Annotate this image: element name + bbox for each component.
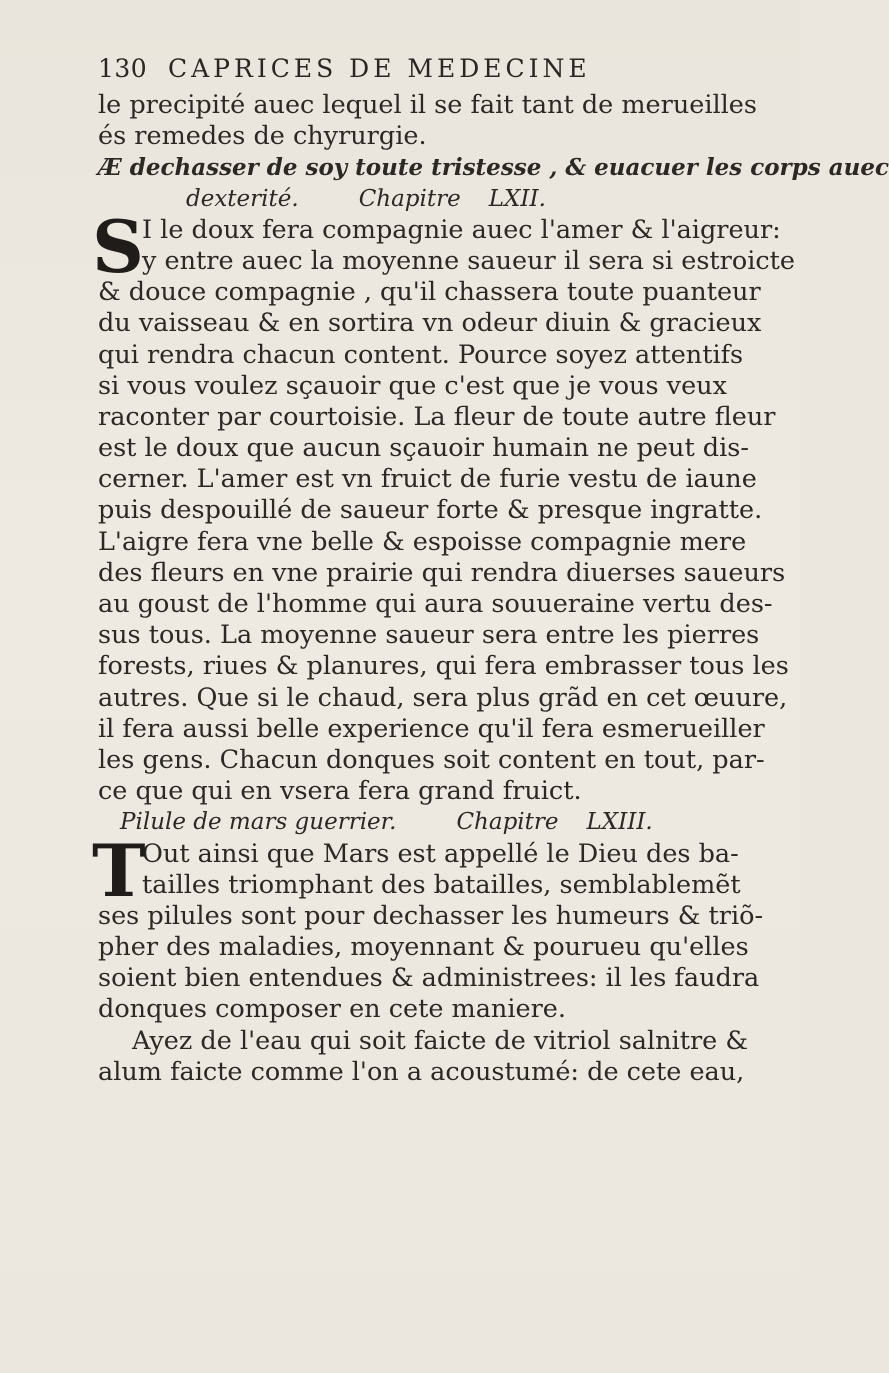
drop-cap: T — [92, 827, 146, 913]
text-line: y entre auec la moyenne saueur il sera si estroicte — [142, 245, 796, 276]
text-line: le precipité auec lequel il se fait tant de merueilles — [98, 90, 757, 120]
text-line: & douce compagnie , qu'il chassera toute puanteur — [98, 277, 761, 308]
heading-text: dexterité. — [186, 185, 299, 212]
text-line: sus tous. La moyenne saueur sera entre les pierres — [98, 620, 760, 651]
text-line: pher des maladies, moyennant & pourueu qu'elles — [98, 932, 749, 963]
text-line: des fleurs en vne prairie qui rendra diuerses saueurs — [98, 557, 786, 588]
paragraph — [98, 1026, 778, 1088]
text-line: és remedes de chyrurgie. — [98, 121, 427, 152]
text-line: il fera aussi belle experience qu'il fera esmerueiller — [98, 713, 765, 744]
page-number: 130 — [98, 54, 148, 83]
text-line: qui rendra chacun content. Pource soyez attentifs — [98, 339, 744, 370]
text-line: est le doux que aucun sçauoir humain ne peut dis- — [98, 433, 749, 464]
chapter-number: LXII. — [488, 185, 546, 212]
text-line: tailles triomphant des batailles, semblablemẽt — [142, 869, 741, 900]
text-line: si vous voulez sçauoir que c'est que je vous veux — [98, 370, 727, 401]
text-line: cerner. L'amer est vn fruict de furie vestu de iaune — [98, 464, 757, 495]
text-line: Out ainsi que Mars est appellé le Dieu des ba- — [142, 838, 739, 869]
text-line: du vaisseau & en sortira vn odeur diuin & gracieux — [98, 308, 762, 339]
text-line: I le doux fera compagnie auec l'amer & l'aigreur: — [142, 214, 781, 245]
chapter-label: Chapitre — [456, 809, 559, 836]
text-line: les gens. Chacun donques soit content en tout, par- — [98, 744, 765, 775]
text-line: forests, riues & planures, qui fera embrasser tous les — [98, 651, 789, 682]
running-head — [98, 54, 778, 90]
chapter-heading-line — [98, 807, 778, 838]
paragraph — [92, 203, 796, 808]
text-line: puis despouillé de saueur forte & presque ingratte. — [98, 495, 763, 526]
text-line: L'aigre fera vne belle & espoisse compagnie mere — [98, 526, 747, 557]
text-line: ses pilules sont pour dechasser les humeurs & triõ- — [98, 900, 764, 931]
text-line: soient bien entendues & administrees: il les faudra — [98, 963, 760, 994]
chapter-heading-line: Æ dechasser de soy toute tristesse , & euacuer les corps auec — [98, 154, 889, 182]
text-line: raconter par courtoisie. La fleur de toute autre fleur — [98, 401, 776, 432]
chapter-label: Chapitre — [358, 185, 461, 212]
drop-cap: S — [92, 203, 144, 289]
text-line: autres. Que si le chaud, sera plus grãd en cet œuure, — [98, 682, 788, 713]
text-line: Ayez de l'eau qui soit faicte de vitriol salnitre & — [132, 1025, 749, 1056]
text-line: ce que qui en vsera fera grand fruict. — [98, 776, 582, 807]
paragraph — [92, 827, 778, 1026]
text-line: alum faicte comme l'on a acoustumé: de cete eau, — [98, 1056, 745, 1087]
text-line: donques composer en cete maniere. — [98, 994, 566, 1025]
text-line: au goust de l'homme qui aura souueraine vertu des- — [98, 589, 773, 619]
heading-text: Pilule de mars guerrier. — [120, 809, 397, 836]
chapter-number: LXIII. — [586, 809, 653, 836]
running-title: CAPRICES DE MEDECINE — [168, 54, 591, 83]
page-text-block — [92, 54, 889, 1088]
chapter-heading-line — [98, 184, 778, 215]
